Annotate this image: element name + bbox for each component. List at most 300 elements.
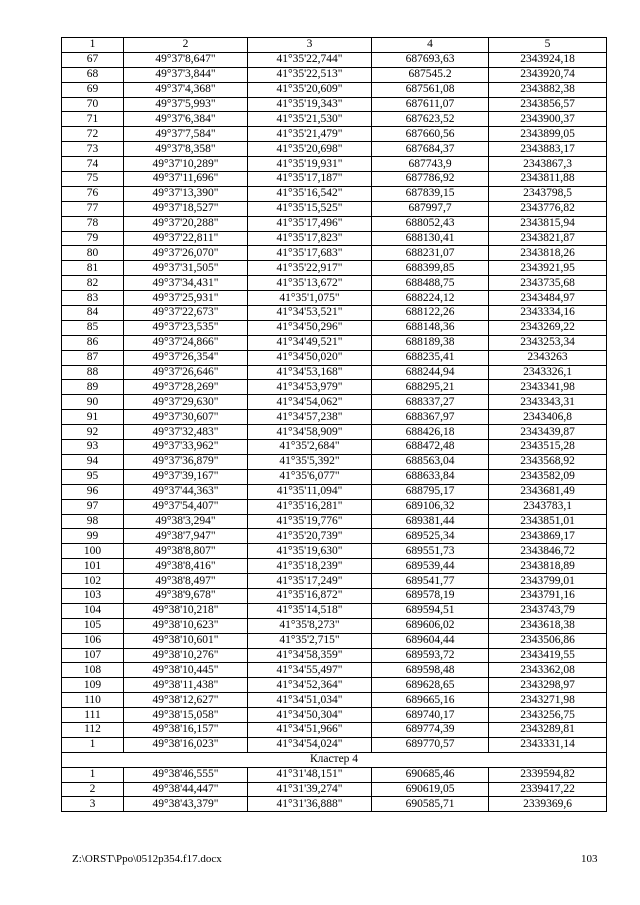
longitude-cell: 41°35'15,525" bbox=[248, 201, 372, 216]
table-row bbox=[62, 216, 607, 231]
latitude-cell: 49°37'36,879" bbox=[124, 454, 248, 469]
longitude-cell: 41°35'17,496" bbox=[248, 216, 372, 231]
point-number-cell: 111 bbox=[62, 708, 124, 723]
table-row bbox=[62, 186, 607, 201]
longitude-cell: 41°35'11,094" bbox=[248, 484, 372, 499]
longitude-cell: 41°31'36,888" bbox=[248, 797, 372, 812]
y-coordinate-cell: 2343289,81 bbox=[489, 722, 607, 737]
latitude-cell: 49°37'26,070" bbox=[124, 246, 248, 261]
longitude-cell: 41°35'20,609" bbox=[248, 82, 372, 97]
x-coordinate-cell: 689539,44 bbox=[372, 559, 489, 574]
latitude-cell: 49°37'23,535" bbox=[124, 320, 248, 335]
latitude-cell: 49°37'10,289" bbox=[124, 157, 248, 172]
point-number-cell: 90 bbox=[62, 395, 124, 410]
table-row bbox=[62, 127, 607, 142]
point-number-cell: 106 bbox=[62, 633, 124, 648]
point-number-cell: 82 bbox=[62, 276, 124, 291]
point-number-cell: 80 bbox=[62, 246, 124, 261]
x-coordinate-cell: 689525,34 bbox=[372, 529, 489, 544]
x-coordinate-cell: 687997,7 bbox=[372, 201, 489, 216]
point-number-cell: 96 bbox=[62, 484, 124, 499]
column-header: 5 bbox=[489, 38, 607, 53]
longitude-cell: 41°31'48,151" bbox=[248, 767, 372, 782]
table-row bbox=[62, 112, 607, 127]
x-coordinate-cell: 688224,12 bbox=[372, 291, 489, 306]
x-coordinate-cell: 688399,85 bbox=[372, 261, 489, 276]
y-coordinate-cell: 2343791,16 bbox=[489, 588, 607, 603]
y-coordinate-cell: 2343783,1 bbox=[489, 499, 607, 514]
page-number: 103 bbox=[581, 853, 598, 865]
point-number-cell: 97 bbox=[62, 499, 124, 514]
latitude-cell: 49°38'7,947" bbox=[124, 529, 248, 544]
x-coordinate-cell: 689628,65 bbox=[372, 678, 489, 693]
y-coordinate-cell: 2343515,28 bbox=[489, 440, 607, 455]
longitude-cell: 41°34'55,497" bbox=[248, 663, 372, 678]
table-row bbox=[62, 276, 607, 291]
latitude-cell: 49°38'10,623" bbox=[124, 618, 248, 633]
y-coordinate-cell: 2343776,82 bbox=[489, 201, 607, 216]
x-coordinate-cell: 688563,04 bbox=[372, 454, 489, 469]
longitude-cell: 41°35'1,075" bbox=[248, 291, 372, 306]
x-coordinate-cell: 688367,97 bbox=[372, 410, 489, 425]
longitude-cell: 41°34'53,979" bbox=[248, 380, 372, 395]
latitude-cell: 49°38'46,555" bbox=[124, 767, 248, 782]
y-coordinate-cell: 2343484,97 bbox=[489, 291, 607, 306]
table-row bbox=[62, 469, 607, 484]
point-number-cell: 2 bbox=[62, 782, 124, 797]
longitude-cell: 41°31'39,274" bbox=[248, 782, 372, 797]
longitude-cell: 41°34'53,168" bbox=[248, 365, 372, 380]
point-number-cell: 78 bbox=[62, 216, 124, 231]
column-header: 2 bbox=[124, 38, 248, 53]
y-coordinate-cell: 2343263 bbox=[489, 350, 607, 365]
x-coordinate-cell: 690585,71 bbox=[372, 797, 489, 812]
x-coordinate-cell: 689774,39 bbox=[372, 722, 489, 737]
longitude-cell: 41°35'16,872" bbox=[248, 588, 372, 603]
x-coordinate-cell: 687611,07 bbox=[372, 97, 489, 112]
table-row bbox=[62, 231, 607, 246]
point-number-cell: 73 bbox=[62, 142, 124, 157]
latitude-cell: 49°37'32,483" bbox=[124, 425, 248, 440]
x-coordinate-cell: 687743,9 bbox=[372, 157, 489, 172]
table-row bbox=[62, 529, 607, 544]
y-coordinate-cell: 2343851,01 bbox=[489, 514, 607, 529]
table-row bbox=[62, 574, 607, 589]
latitude-cell: 49°38'8,807" bbox=[124, 544, 248, 559]
table-row bbox=[62, 395, 607, 410]
longitude-cell: 41°35'17,249" bbox=[248, 574, 372, 589]
longitude-cell: 41°34'51,966" bbox=[248, 722, 372, 737]
table-row bbox=[62, 588, 607, 603]
point-number-cell: 75 bbox=[62, 172, 124, 187]
x-coordinate-cell: 689106,32 bbox=[372, 499, 489, 514]
latitude-cell: 49°37'31,505" bbox=[124, 261, 248, 276]
y-coordinate-cell: 2343799,01 bbox=[489, 574, 607, 589]
latitude-cell: 49°38'16,023" bbox=[124, 737, 248, 752]
latitude-cell: 49°37'44,363" bbox=[124, 484, 248, 499]
y-coordinate-cell: 2343924,18 bbox=[489, 52, 607, 67]
table-row bbox=[62, 335, 607, 350]
y-coordinate-cell: 2343269,22 bbox=[489, 320, 607, 335]
y-coordinate-cell: 2343920,74 bbox=[489, 67, 607, 82]
x-coordinate-cell: 688130,41 bbox=[372, 231, 489, 246]
y-coordinate-cell: 2343343,31 bbox=[489, 395, 607, 410]
table-row bbox=[62, 797, 607, 812]
x-coordinate-cell: 687786,92 bbox=[372, 172, 489, 187]
latitude-cell: 49°37'8,647" bbox=[124, 52, 248, 67]
x-coordinate-cell: 689604,44 bbox=[372, 633, 489, 648]
point-number-cell: 94 bbox=[62, 454, 124, 469]
longitude-cell: 41°34'50,304" bbox=[248, 708, 372, 723]
table-row bbox=[62, 678, 607, 693]
table-row bbox=[62, 306, 607, 321]
table-row bbox=[62, 618, 607, 633]
point-number-cell: 102 bbox=[62, 574, 124, 589]
longitude-cell: 41°35'17,683" bbox=[248, 246, 372, 261]
table-row bbox=[62, 499, 607, 514]
point-number-cell: 1 bbox=[62, 737, 124, 752]
table-row bbox=[62, 693, 607, 708]
point-number-cell: 93 bbox=[62, 440, 124, 455]
latitude-cell: 49°37'6,384" bbox=[124, 112, 248, 127]
latitude-cell: 49°37'54,407" bbox=[124, 499, 248, 514]
x-coordinate-cell: 687684,37 bbox=[372, 142, 489, 157]
x-coordinate-cell: 688426,18 bbox=[372, 425, 489, 440]
longitude-cell: 41°34'53,521" bbox=[248, 306, 372, 321]
y-coordinate-cell: 2343815,94 bbox=[489, 216, 607, 231]
point-number-cell: 104 bbox=[62, 603, 124, 618]
longitude-cell: 41°35'22,513" bbox=[248, 67, 372, 82]
longitude-cell: 41°35'18,239" bbox=[248, 559, 372, 574]
table-row bbox=[62, 663, 607, 678]
x-coordinate-cell: 690685,46 bbox=[372, 767, 489, 782]
latitude-cell: 49°37'22,673" bbox=[124, 306, 248, 321]
latitude-cell: 49°38'10,601" bbox=[124, 633, 248, 648]
column-header: 4 bbox=[372, 38, 489, 53]
latitude-cell: 49°37'26,646" bbox=[124, 365, 248, 380]
table-row bbox=[62, 767, 607, 782]
table-row bbox=[62, 440, 607, 455]
latitude-cell: 49°38'16,157" bbox=[124, 722, 248, 737]
longitude-cell: 41°35'19,776" bbox=[248, 514, 372, 529]
y-coordinate-cell: 2343882,38 bbox=[489, 82, 607, 97]
y-coordinate-cell: 2343331,14 bbox=[489, 737, 607, 752]
longitude-cell: 41°35'21,530" bbox=[248, 112, 372, 127]
x-coordinate-cell: 687839,15 bbox=[372, 186, 489, 201]
table-row bbox=[62, 380, 607, 395]
x-coordinate-cell: 690619,05 bbox=[372, 782, 489, 797]
y-coordinate-cell: 2343856,57 bbox=[489, 97, 607, 112]
longitude-cell: 41°35'5,392" bbox=[248, 454, 372, 469]
point-number-cell: 76 bbox=[62, 186, 124, 201]
latitude-cell: 49°37'39,167" bbox=[124, 469, 248, 484]
latitude-cell: 49°38'8,497" bbox=[124, 574, 248, 589]
point-number-cell: 89 bbox=[62, 380, 124, 395]
longitude-cell: 41°35'20,698" bbox=[248, 142, 372, 157]
table-row bbox=[62, 52, 607, 67]
table-body bbox=[62, 38, 607, 812]
section-title: Кластер 4 bbox=[62, 752, 607, 767]
point-number-cell: 1 bbox=[62, 767, 124, 782]
y-coordinate-cell: 2343818,89 bbox=[489, 559, 607, 574]
latitude-cell: 49°37'22,811" bbox=[124, 231, 248, 246]
latitude-cell: 49°38'9,678" bbox=[124, 588, 248, 603]
coordinates-table bbox=[61, 37, 607, 812]
latitude-cell: 49°37'29,630" bbox=[124, 395, 248, 410]
table-row bbox=[62, 603, 607, 618]
latitude-cell: 49°37'30,607" bbox=[124, 410, 248, 425]
point-number-cell: 3 bbox=[62, 797, 124, 812]
point-number-cell: 95 bbox=[62, 469, 124, 484]
latitude-cell: 49°37'28,269" bbox=[124, 380, 248, 395]
longitude-cell: 41°34'52,364" bbox=[248, 678, 372, 693]
point-number-cell: 108 bbox=[62, 663, 124, 678]
latitude-cell: 49°38'15,058" bbox=[124, 708, 248, 723]
table-row bbox=[62, 410, 607, 425]
x-coordinate-cell: 688231,07 bbox=[372, 246, 489, 261]
section-row bbox=[62, 752, 607, 767]
point-number-cell: 101 bbox=[62, 559, 124, 574]
x-coordinate-cell: 687623,52 bbox=[372, 112, 489, 127]
y-coordinate-cell: 2343900,37 bbox=[489, 112, 607, 127]
y-coordinate-cell: 2343341,98 bbox=[489, 380, 607, 395]
longitude-cell: 41°34'54,062" bbox=[248, 395, 372, 410]
table-row bbox=[62, 722, 607, 737]
y-coordinate-cell: 2343743,79 bbox=[489, 603, 607, 618]
longitude-cell: 41°34'50,296" bbox=[248, 320, 372, 335]
x-coordinate-cell: 687561,08 bbox=[372, 82, 489, 97]
y-coordinate-cell: 2343681,49 bbox=[489, 484, 607, 499]
latitude-cell: 49°38'8,416" bbox=[124, 559, 248, 574]
point-number-cell: 67 bbox=[62, 52, 124, 67]
x-coordinate-cell: 687693,63 bbox=[372, 52, 489, 67]
table-row bbox=[62, 559, 607, 574]
latitude-cell: 49°38'10,218" bbox=[124, 603, 248, 618]
point-number-cell: 110 bbox=[62, 693, 124, 708]
x-coordinate-cell: 688122,26 bbox=[372, 306, 489, 321]
latitude-cell: 49°37'3,844" bbox=[124, 67, 248, 82]
longitude-cell: 41°35'17,187" bbox=[248, 172, 372, 187]
point-number-cell: 69 bbox=[62, 82, 124, 97]
longitude-cell: 41°34'49,521" bbox=[248, 335, 372, 350]
point-number-cell: 68 bbox=[62, 67, 124, 82]
latitude-cell: 49°38'43,379" bbox=[124, 797, 248, 812]
x-coordinate-cell: 688472,48 bbox=[372, 440, 489, 455]
latitude-cell: 49°37'5,993" bbox=[124, 97, 248, 112]
point-number-cell: 92 bbox=[62, 425, 124, 440]
point-number-cell: 86 bbox=[62, 335, 124, 350]
x-coordinate-cell: 688633,84 bbox=[372, 469, 489, 484]
point-number-cell: 83 bbox=[62, 291, 124, 306]
latitude-cell: 49°37'20,288" bbox=[124, 216, 248, 231]
table-row bbox=[62, 633, 607, 648]
header-row bbox=[62, 38, 607, 53]
longitude-cell: 41°35'19,343" bbox=[248, 97, 372, 112]
y-coordinate-cell: 2343618,38 bbox=[489, 618, 607, 633]
longitude-cell: 41°35'8,273" bbox=[248, 618, 372, 633]
y-coordinate-cell: 2343253,34 bbox=[489, 335, 607, 350]
point-number-cell: 91 bbox=[62, 410, 124, 425]
longitude-cell: 41°34'50,020" bbox=[248, 350, 372, 365]
y-coordinate-cell: 2343867,3 bbox=[489, 157, 607, 172]
x-coordinate-cell: 688488,75 bbox=[372, 276, 489, 291]
y-coordinate-cell: 2343883,17 bbox=[489, 142, 607, 157]
x-coordinate-cell: 689740,17 bbox=[372, 708, 489, 723]
longitude-cell: 41°35'22,744" bbox=[248, 52, 372, 67]
x-coordinate-cell: 688189,38 bbox=[372, 335, 489, 350]
latitude-cell: 49°38'3,294" bbox=[124, 514, 248, 529]
longitude-cell: 41°35'2,715" bbox=[248, 633, 372, 648]
longitude-cell: 41°35'16,281" bbox=[248, 499, 372, 514]
column-header: 3 bbox=[248, 38, 372, 53]
table-row bbox=[62, 544, 607, 559]
x-coordinate-cell: 687660,56 bbox=[372, 127, 489, 142]
point-number-cell: 87 bbox=[62, 350, 124, 365]
x-coordinate-cell: 689578,19 bbox=[372, 588, 489, 603]
y-coordinate-cell: 2343735,68 bbox=[489, 276, 607, 291]
point-number-cell: 103 bbox=[62, 588, 124, 603]
x-coordinate-cell: 689598,48 bbox=[372, 663, 489, 678]
point-number-cell: 107 bbox=[62, 648, 124, 663]
x-coordinate-cell: 688235,41 bbox=[372, 350, 489, 365]
x-coordinate-cell: 689770,57 bbox=[372, 737, 489, 752]
latitude-cell: 49°38'11,438" bbox=[124, 678, 248, 693]
point-number-cell: 88 bbox=[62, 365, 124, 380]
longitude-cell: 41°35'17,823" bbox=[248, 231, 372, 246]
table-row bbox=[62, 172, 607, 187]
x-coordinate-cell: 689381,44 bbox=[372, 514, 489, 529]
table-row bbox=[62, 454, 607, 469]
table-row bbox=[62, 82, 607, 97]
longitude-cell: 41°35'13,672" bbox=[248, 276, 372, 291]
y-coordinate-cell: 2343811,88 bbox=[489, 172, 607, 187]
point-number-cell: 79 bbox=[62, 231, 124, 246]
latitude-cell: 49°37'8,358" bbox=[124, 142, 248, 157]
y-coordinate-cell: 2343298,97 bbox=[489, 678, 607, 693]
x-coordinate-cell: 688337,27 bbox=[372, 395, 489, 410]
y-coordinate-cell: 2343821,87 bbox=[489, 231, 607, 246]
point-number-cell: 85 bbox=[62, 320, 124, 335]
y-coordinate-cell: 2339594,82 bbox=[489, 767, 607, 782]
table-row bbox=[62, 484, 607, 499]
latitude-cell: 49°37'7,584" bbox=[124, 127, 248, 142]
latitude-cell: 49°37'24,866" bbox=[124, 335, 248, 350]
latitude-cell: 49°38'10,445" bbox=[124, 663, 248, 678]
longitude-cell: 41°35'22,917" bbox=[248, 261, 372, 276]
longitude-cell: 41°35'14,518" bbox=[248, 603, 372, 618]
longitude-cell: 41°35'19,630" bbox=[248, 544, 372, 559]
table-row bbox=[62, 708, 607, 723]
longitude-cell: 41°35'6,077" bbox=[248, 469, 372, 484]
x-coordinate-cell: 689665,16 bbox=[372, 693, 489, 708]
latitude-cell: 49°37'33,962" bbox=[124, 440, 248, 455]
point-number-cell: 98 bbox=[62, 514, 124, 529]
latitude-cell: 49°37'34,431" bbox=[124, 276, 248, 291]
point-number-cell: 105 bbox=[62, 618, 124, 633]
latitude-cell: 49°37'25,931" bbox=[124, 291, 248, 306]
y-coordinate-cell: 2343869,17 bbox=[489, 529, 607, 544]
x-coordinate-cell: 688052,43 bbox=[372, 216, 489, 231]
y-coordinate-cell: 2343582,09 bbox=[489, 469, 607, 484]
point-number-cell: 77 bbox=[62, 201, 124, 216]
x-coordinate-cell: 688295,21 bbox=[372, 380, 489, 395]
y-coordinate-cell: 2339369,6 bbox=[489, 797, 607, 812]
table-row bbox=[62, 737, 607, 752]
y-coordinate-cell: 2343406,8 bbox=[489, 410, 607, 425]
latitude-cell: 49°37'13,390" bbox=[124, 186, 248, 201]
x-coordinate-cell: 688795,17 bbox=[372, 484, 489, 499]
y-coordinate-cell: 2343846,72 bbox=[489, 544, 607, 559]
table-row bbox=[62, 350, 607, 365]
longitude-cell: 41°34'58,909" bbox=[248, 425, 372, 440]
x-coordinate-cell: 688244,94 bbox=[372, 365, 489, 380]
y-coordinate-cell: 2343818,26 bbox=[489, 246, 607, 261]
x-coordinate-cell: 689541,77 bbox=[372, 574, 489, 589]
point-number-cell: 81 bbox=[62, 261, 124, 276]
y-coordinate-cell: 2343568,92 bbox=[489, 454, 607, 469]
footer-file-path: Z:\ORST\Ppo\0512p354.f17.docx bbox=[72, 853, 222, 865]
table-row bbox=[62, 157, 607, 172]
longitude-cell: 41°35'21,479" bbox=[248, 127, 372, 142]
point-number-cell: 99 bbox=[62, 529, 124, 544]
x-coordinate-cell: 689594,51 bbox=[372, 603, 489, 618]
point-number-cell: 109 bbox=[62, 678, 124, 693]
longitude-cell: 41°35'16,542" bbox=[248, 186, 372, 201]
y-coordinate-cell: 2339417,22 bbox=[489, 782, 607, 797]
y-coordinate-cell: 2343921,95 bbox=[489, 261, 607, 276]
longitude-cell: 41°34'51,034" bbox=[248, 693, 372, 708]
y-coordinate-cell: 2343326,1 bbox=[489, 365, 607, 380]
latitude-cell: 49°37'11,696" bbox=[124, 172, 248, 187]
latitude-cell: 49°38'10,276" bbox=[124, 648, 248, 663]
table-row bbox=[62, 365, 607, 380]
x-coordinate-cell: 689593,72 bbox=[372, 648, 489, 663]
table-row bbox=[62, 320, 607, 335]
x-coordinate-cell: 689606,02 bbox=[372, 618, 489, 633]
y-coordinate-cell: 2343419,55 bbox=[489, 648, 607, 663]
latitude-cell: 49°37'4,368" bbox=[124, 82, 248, 97]
table-row bbox=[62, 142, 607, 157]
table-row bbox=[62, 67, 607, 82]
table-row bbox=[62, 246, 607, 261]
y-coordinate-cell: 2343334,16 bbox=[489, 306, 607, 321]
y-coordinate-cell: 2343899,05 bbox=[489, 127, 607, 142]
longitude-cell: 41°35'20,739" bbox=[248, 529, 372, 544]
latitude-cell: 49°37'26,354" bbox=[124, 350, 248, 365]
y-coordinate-cell: 2343439,87 bbox=[489, 425, 607, 440]
table-row bbox=[62, 514, 607, 529]
table-row bbox=[62, 291, 607, 306]
longitude-cell: 41°35'2,684" bbox=[248, 440, 372, 455]
longitude-cell: 41°34'58,359" bbox=[248, 648, 372, 663]
y-coordinate-cell: 2343362,08 bbox=[489, 663, 607, 678]
point-number-cell: 71 bbox=[62, 112, 124, 127]
point-number-cell: 84 bbox=[62, 306, 124, 321]
longitude-cell: 41°35'19,931" bbox=[248, 157, 372, 172]
x-coordinate-cell: 687545.2 bbox=[372, 67, 489, 82]
point-number-cell: 72 bbox=[62, 127, 124, 142]
x-coordinate-cell: 688148,36 bbox=[372, 320, 489, 335]
point-number-cell: 100 bbox=[62, 544, 124, 559]
table-row bbox=[62, 201, 607, 216]
latitude-cell: 49°37'18,527" bbox=[124, 201, 248, 216]
point-number-cell: 74 bbox=[62, 157, 124, 172]
latitude-cell: 49°38'12,627" bbox=[124, 693, 248, 708]
table-row bbox=[62, 648, 607, 663]
longitude-cell: 41°34'54,024" bbox=[248, 737, 372, 752]
longitude-cell: 41°34'57,238" bbox=[248, 410, 372, 425]
point-number-cell: 70 bbox=[62, 97, 124, 112]
